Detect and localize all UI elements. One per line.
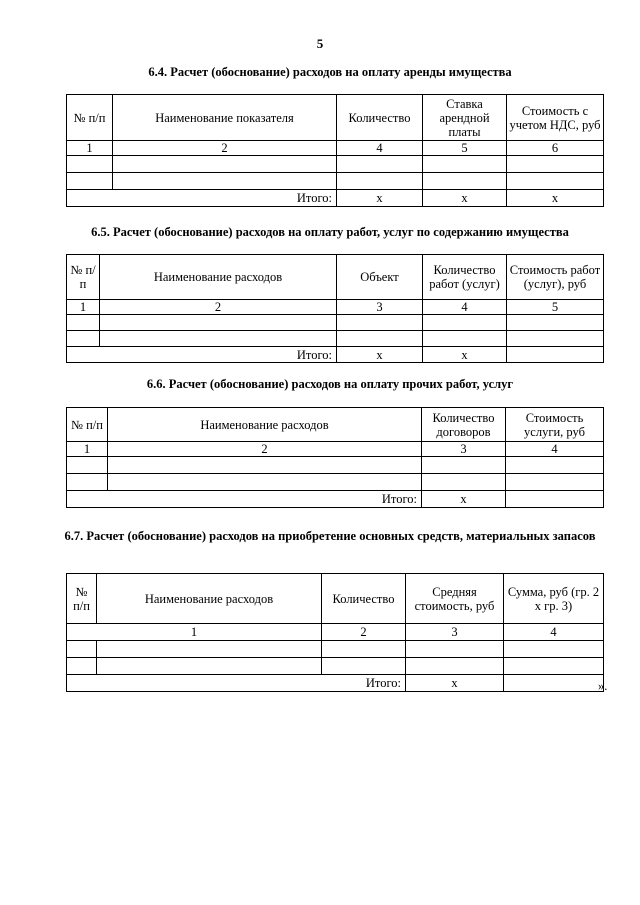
header-cell: Количество	[337, 95, 423, 141]
table-header-row	[67, 408, 604, 442]
total-row	[67, 190, 604, 207]
header-cell: Наименование расходов	[100, 255, 337, 300]
total-label: Итого:	[67, 491, 422, 508]
column-number-row	[67, 442, 604, 457]
header-cell: Наименование расходов	[97, 574, 322, 624]
total-label: Итого:	[67, 190, 337, 207]
column-number: 4	[423, 300, 507, 315]
column-number: 3	[422, 442, 506, 457]
column-number: 2	[113, 141, 337, 156]
table-row	[67, 641, 604, 658]
column-number: 2	[322, 624, 406, 641]
table-6-5	[66, 254, 604, 363]
table-header-row	[67, 95, 604, 141]
table-6-7	[66, 573, 604, 692]
header-cell: Количество договоров	[422, 408, 506, 442]
total-cell: х	[337, 190, 423, 207]
column-number: 6	[507, 141, 604, 156]
total-cell: х	[423, 347, 507, 363]
table-6-4	[66, 94, 604, 207]
header-cell: № п/п	[67, 95, 113, 141]
section-title-6-6: 6.6. Расчет (обоснование) расходов на оплату прочих работ, услуг	[146, 377, 514, 391]
header-cell: № п/п	[67, 574, 97, 624]
table-row	[67, 331, 604, 347]
total-cell	[504, 675, 604, 692]
section-title-6-5: 6.5. Расчет (обоснование) расходов на оплату работ, услуг по содержанию имущества	[91, 225, 569, 239]
table-row	[67, 156, 604, 173]
total-cell	[506, 491, 604, 508]
header-cell: Средняя стоимость, руб	[406, 574, 504, 624]
header-cell: Количество	[322, 574, 406, 624]
header-cell: Количество работ (услуг)	[423, 255, 507, 300]
column-number: 4	[337, 141, 423, 156]
header-cell: Сумма, руб (гр. 2 х гр. 3)	[504, 574, 604, 624]
total-row	[67, 347, 604, 363]
total-row	[67, 491, 604, 508]
table-6-6	[66, 407, 604, 508]
total-label: Итого:	[67, 675, 406, 692]
table-header-row	[67, 255, 604, 300]
column-number: 1	[67, 300, 100, 315]
column-number: 5	[423, 141, 507, 156]
column-number: 5	[507, 300, 604, 315]
table-row	[67, 474, 604, 491]
total-cell: х	[406, 675, 504, 692]
column-number-row	[67, 300, 604, 315]
total-cell: х	[507, 190, 604, 207]
column-number: 3	[406, 624, 504, 641]
column-number: 1	[67, 624, 322, 641]
total-label: Итого:	[67, 347, 337, 363]
section-title-6-7: 6.7. Расчет (обоснование) расходов на приобретение основных средств, материальных запасов	[64, 529, 596, 543]
header-cell: Стоимость с учетом НДС, руб	[507, 95, 604, 141]
header-cell: Объект	[337, 255, 423, 300]
column-number: 4	[504, 624, 604, 641]
table-row	[67, 315, 604, 331]
column-number: 3	[337, 300, 423, 315]
section-title-6-4: 6.4. Расчет (обоснование) расходов на оплату аренды имущества	[148, 65, 512, 79]
header-cell: Наименование расходов	[108, 408, 422, 442]
total-cell: х	[337, 347, 423, 363]
total-row	[67, 675, 604, 692]
column-number: 2	[100, 300, 337, 315]
table-row	[67, 658, 604, 675]
header-cell: Стоимость услуги, руб	[506, 408, 604, 442]
total-cell: х	[423, 190, 507, 207]
column-number: 1	[67, 141, 113, 156]
column-number: 1	[67, 442, 108, 457]
closing-quote: ».	[598, 679, 608, 693]
column-number-row	[67, 624, 604, 641]
table-row	[67, 173, 604, 190]
table-header-row	[67, 574, 604, 624]
page-number: 5	[316, 36, 324, 51]
total-cell	[507, 347, 604, 363]
header-cell: Стоимость работ (услуг), руб	[507, 255, 604, 300]
total-cell: х	[422, 491, 506, 508]
header-cell: № п/п	[67, 255, 100, 300]
table-row	[67, 457, 604, 474]
header-cell: № п/п	[67, 408, 108, 442]
header-cell: Наименование показателя	[113, 95, 337, 141]
column-number-row	[67, 141, 604, 156]
header-cell: Ставка арендной платы	[423, 95, 507, 141]
column-number: 4	[506, 442, 604, 457]
column-number: 2	[108, 442, 422, 457]
